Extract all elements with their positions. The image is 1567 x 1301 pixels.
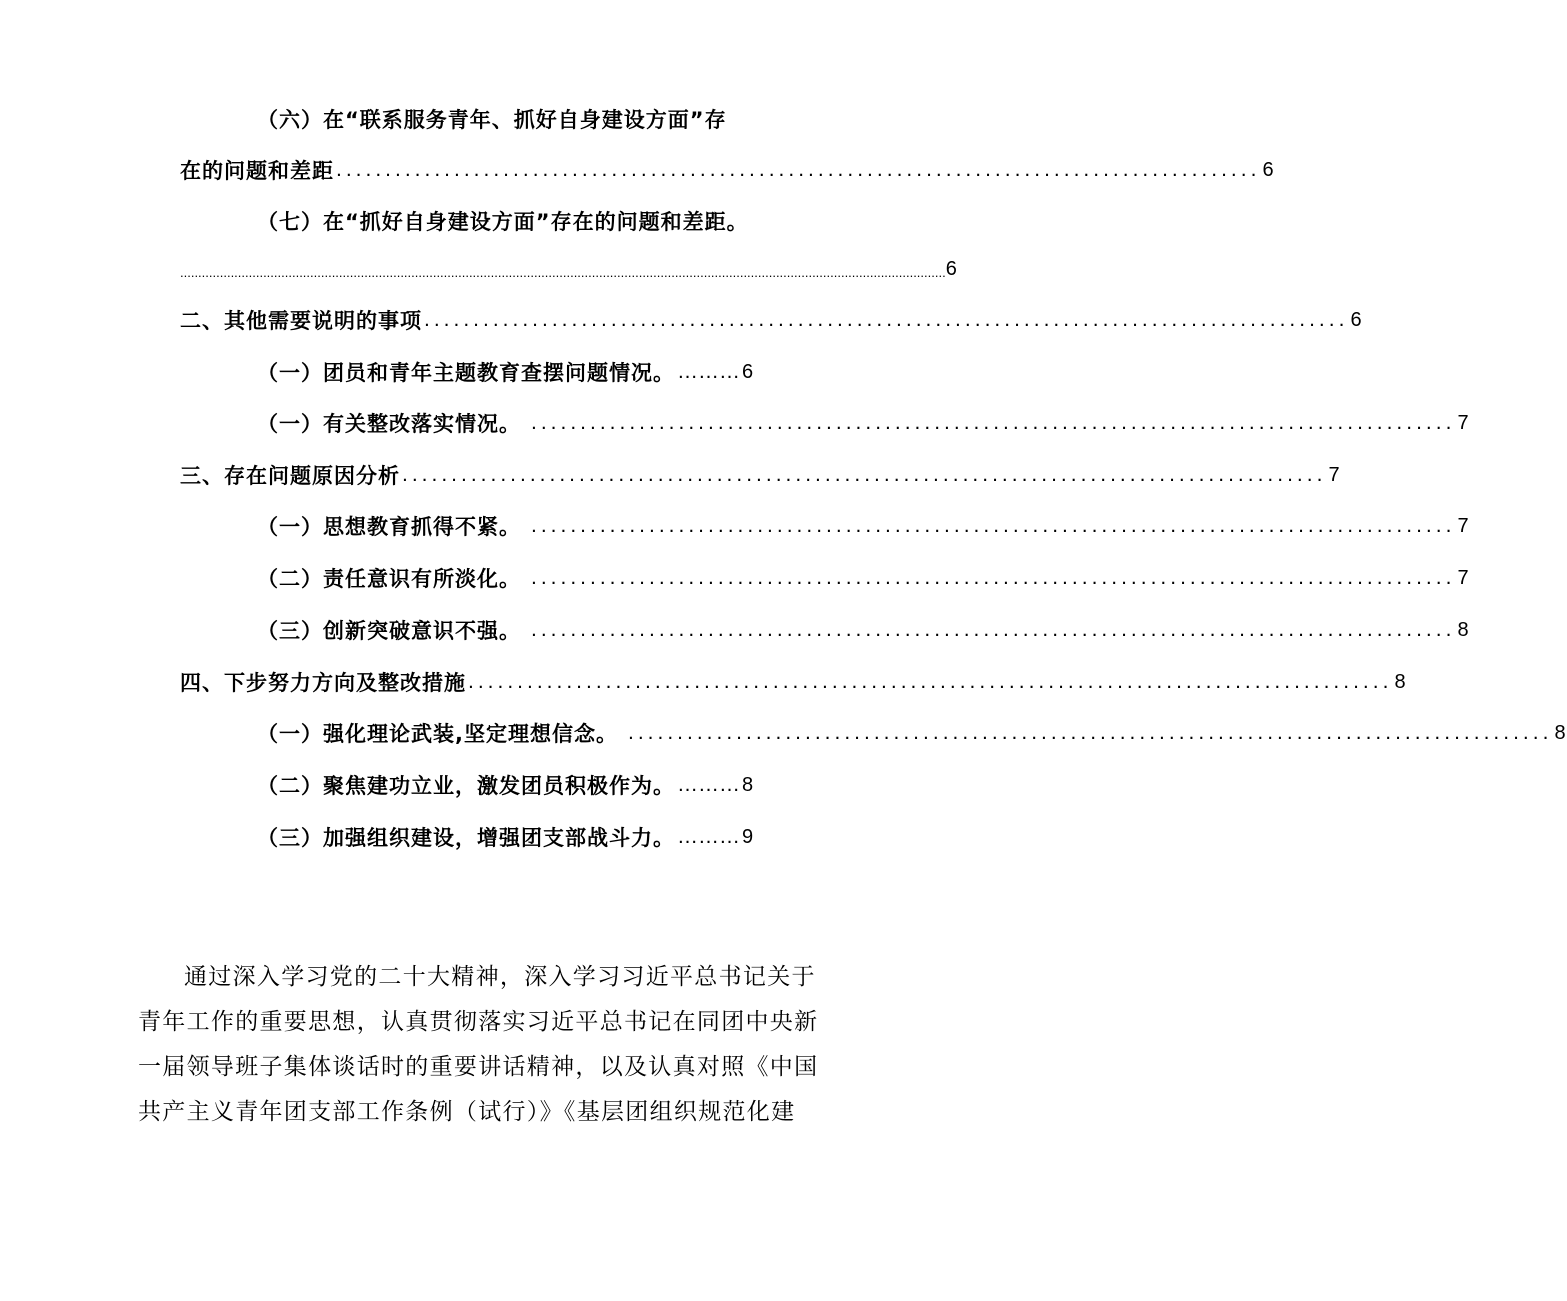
body-paragraph bbox=[138, 955, 819, 1135]
toc-section-4-page: 8 bbox=[1394, 670, 1407, 693]
body-line-1: 通过深入学习党的二十大精神，深入学习习近平总书记关于 bbox=[184, 964, 816, 990]
toc-section-3-2-page: 7 bbox=[1457, 566, 1470, 589]
toc-section-2-label: 二、其他需要说明的事项 bbox=[180, 309, 422, 333]
toc-leader-dots: .............................................................................................. bbox=[402, 463, 1327, 486]
toc-section-4-1-label: （一）强化理论武装,坚定理想信念。 bbox=[257, 722, 618, 746]
toc-section-4 bbox=[180, 662, 1407, 702]
toc-section-2-2 bbox=[257, 403, 1470, 443]
toc-section-3-2-label: （二）责任意识有所淡化。 bbox=[257, 567, 521, 591]
toc-section-2 bbox=[180, 300, 1363, 340]
toc-section-2-1-page: 6 bbox=[742, 360, 755, 383]
toc-item-6-label: 在的问题和差距 bbox=[180, 159, 334, 183]
toc-leader-dots: .............................................................................................. bbox=[531, 411, 1456, 434]
toc-section-3 bbox=[180, 455, 1341, 495]
toc-section-3-3-page: 8 bbox=[1457, 618, 1470, 641]
toc-leader-dots: .................................................................................................................................................................................................................... bbox=[180, 265, 946, 280]
toc-section-4-1-page: 8 bbox=[1554, 721, 1567, 744]
toc-section-4-label: 四、下步努力方向及整改措施 bbox=[180, 671, 466, 695]
toc-leader-dots: .............................................................................................. bbox=[531, 514, 1456, 537]
toc-section-3-3-label: （三）创新突破意识不强。 bbox=[257, 619, 521, 643]
toc-section-2-2-page: 7 bbox=[1457, 411, 1470, 434]
toc-section-3-1 bbox=[257, 506, 1470, 546]
toc-section-3-1-label: （一）思想教育抓得不紧。 bbox=[257, 515, 521, 539]
toc-section-4-1 bbox=[257, 713, 1567, 753]
toc-section-3-label: 三、存在问题原因分析 bbox=[180, 464, 400, 488]
toc-leader-dots: .............................................................................................. bbox=[468, 670, 1393, 693]
toc-section-3-2 bbox=[257, 558, 1470, 598]
toc-section-2-page: 6 bbox=[1350, 308, 1363, 331]
toc-leader-dots: .............................................................................................. bbox=[531, 618, 1456, 641]
toc-item-7-line1: （七）在“抓好自身建设方面”存在的问题和差距。 bbox=[257, 210, 749, 234]
toc-leader-dots: .............................................................................................. bbox=[531, 566, 1456, 589]
toc-leader-dots: .............................................................................................. bbox=[424, 308, 1349, 331]
toc-leader-dots: ……… bbox=[677, 773, 740, 796]
toc-section-4-3 bbox=[257, 817, 754, 857]
toc-section-4-3-page: 9 bbox=[742, 825, 755, 848]
toc-item-6-page: 6 bbox=[1262, 158, 1275, 181]
toc-section-4-2 bbox=[257, 765, 754, 805]
toc-section-4-2-label: （二）聚焦建功立业，激发团员积极作为。 bbox=[257, 774, 675, 798]
toc-item-7-line2 bbox=[180, 250, 957, 280]
toc-leader-dots: .............................................................................................. bbox=[336, 158, 1261, 181]
toc-section-3-page: 7 bbox=[1328, 463, 1341, 486]
toc-section-2-1-label: （一）团员和青年主题教育查摆问题情况。 bbox=[257, 361, 675, 385]
body-line-4: 共产主义青年团支部工作条例（试行）》《基层团组织规范化建 bbox=[138, 1099, 796, 1125]
toc-section-3-1-page: 7 bbox=[1457, 514, 1470, 537]
body-line-2: 青年工作的重要思想，认真贯彻落实习近平总书记在同团中央新 bbox=[138, 1009, 819, 1035]
body-line-3: 一届领导班子集体谈话时的重要讲话精神，以及认真对照《中国 bbox=[138, 1054, 819, 1080]
toc-section-3-3 bbox=[257, 610, 1470, 650]
toc-item-6-line1: （六）在“联系服务青年、抓好自身建设方面”存 bbox=[257, 108, 727, 132]
toc-section-4-3-label: （三）加强组织建设，增强团支部战斗力。 bbox=[257, 826, 675, 850]
toc-section-4-2-page: 8 bbox=[742, 773, 755, 796]
toc-leader-dots: ……… bbox=[677, 825, 740, 848]
toc-section-2-2-label: （一）有关整改落实情况。 bbox=[257, 412, 521, 436]
toc-item-7-page: 6 bbox=[945, 258, 957, 280]
toc-leader-dots: .............................................................................................. bbox=[627, 721, 1553, 744]
toc-section-2-1 bbox=[257, 352, 754, 392]
toc-leader-dots: ……… bbox=[677, 360, 740, 383]
toc-item-6-line2 bbox=[180, 150, 1275, 190]
